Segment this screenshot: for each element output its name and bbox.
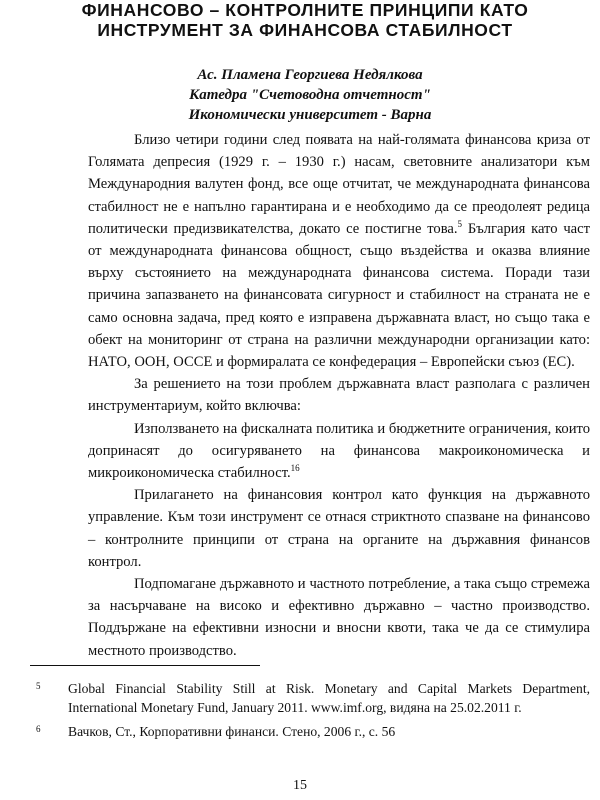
paragraph-3 bbox=[88, 418, 590, 485]
footnote-mark: 5 bbox=[36, 681, 41, 691]
footnote-text: Вачков, Ст., Корпоративни финанси. Стено, 2006 г., с. 56 bbox=[68, 724, 396, 739]
paragraph-5 bbox=[88, 573, 590, 662]
author-name: Ас. Пламена Георгиева Недялкова bbox=[197, 67, 423, 83]
footnote-ref[interactable]: 16 bbox=[290, 463, 300, 474]
paragraph-text-continued: България като част от международната финансова общност, също въздейства и оказва влияние върху състоянието на международната финансова система. Поради тази причина запазването на финансовата сигурност и стабилност на страната не е само основна задача, пред която е изправена държавната власт, но също така е обект на мониторинг от страна на различни международни организации като: НАТО, ООН, ОССЕ и формиралата се конфедерация – Европейски съюз (ЕС). bbox=[88, 220, 590, 371]
title-line-1: ФИНАНСОВО – КОНТРОЛНИТЕ ПРИНЦИПИ КАТО bbox=[81, 0, 529, 20]
body-text bbox=[88, 129, 590, 662]
footnote-text: Global Financial Stability Still at Risk. Monetary and Capital Markets Department, International Monetary Fund, January 2011. www.imf.org, видяна на 25.02.2011 г. bbox=[68, 681, 590, 715]
footnote-mark: 6 bbox=[36, 724, 41, 734]
author-department: Катедра "Счетоводна отчетност" bbox=[189, 87, 431, 103]
footnote bbox=[30, 723, 590, 742]
footnote-divider bbox=[30, 665, 260, 666]
author-university: Икономически университет - Варна bbox=[188, 107, 432, 123]
paragraph-text: Близо четири години след появата на най-голямата финансова криза от Голямата депресия (1929 г. – 1930 г.) насам, световните анализатори към Международния валутен фонд, все още отчитат, че международната финансова стабилност не е напълно гарантирана и е необходимо да се преодолеят редица политически предизвикателства, докато се постигне това. bbox=[88, 132, 590, 237]
paragraph-4 bbox=[88, 484, 590, 573]
paragraph-text: Прилагането на финансовия контрол като функция на държавното управление. Към този инструмент се отнася стриктното спазване на финансово – контролните принципи от страна на органите на държавния финансов контрол. bbox=[88, 487, 590, 570]
title-line-2: ИНСТРУМЕНТ ЗА ФИНАНСОВА СТАБИЛНОСТ bbox=[97, 20, 513, 40]
footnote-ref[interactable]: 5 bbox=[457, 218, 463, 229]
paragraph-text: Използването на фискалната политика и бюджетните ограничения, които допринасят до осигуряването на финансова макроикономическа и микроикономическа стабилност. bbox=[88, 420, 590, 482]
footnotes bbox=[30, 680, 590, 748]
footnote bbox=[30, 680, 590, 717]
paragraph-1 bbox=[88, 129, 590, 373]
paragraph-2 bbox=[88, 373, 590, 417]
paragraph-text: За решението на този проблем държавната власт разполага с различен инструментариум, който включва: bbox=[88, 376, 590, 415]
page-number: 15 bbox=[293, 778, 307, 793]
paragraph-text: Подпомагане държавното и частното потребление, а така също стремежа за насърчаване на високо и ефективно държавно – частно производство. Поддържане на ефективни износни и вносни квоти, така че да се стимулира местното производство. bbox=[88, 576, 590, 659]
